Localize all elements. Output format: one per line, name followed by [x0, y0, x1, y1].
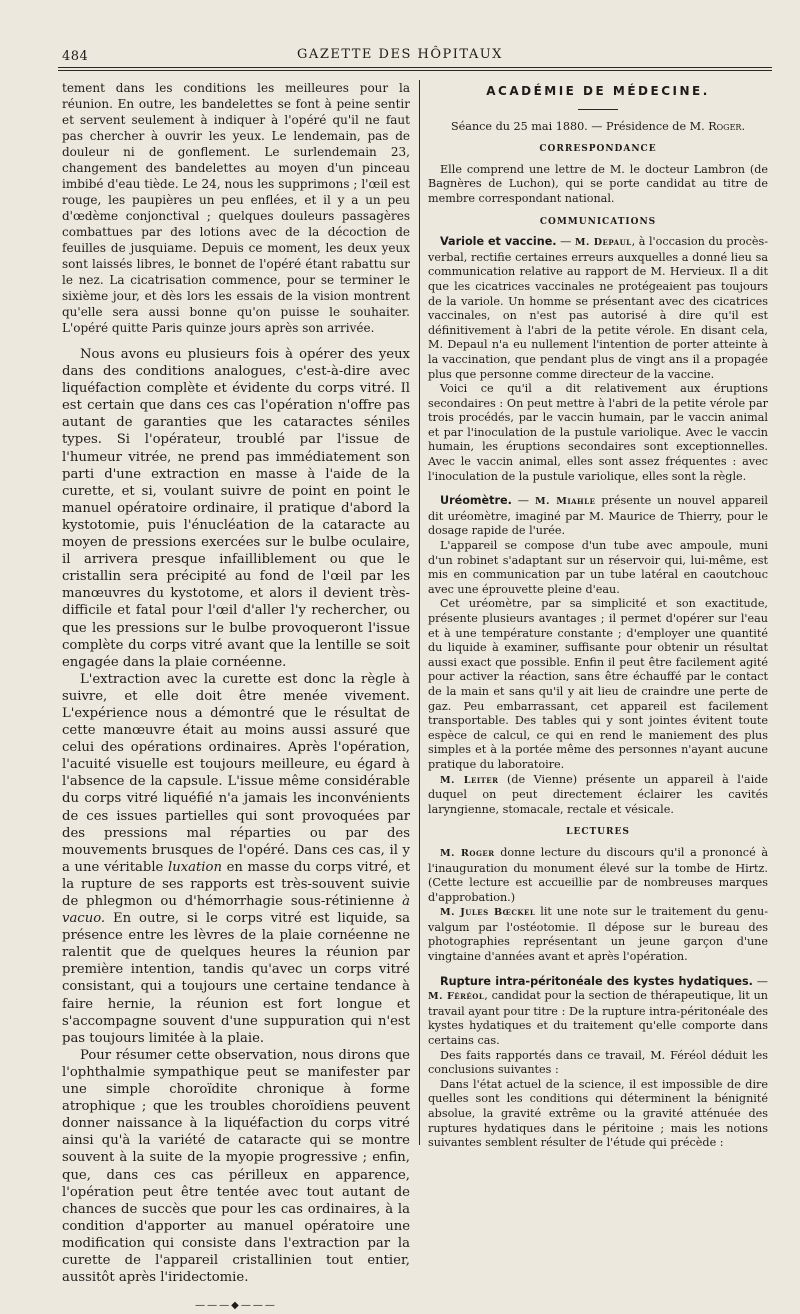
fereol-name: M. Féréol: [428, 991, 485, 1003]
running-title: GAZETTE DES HÔPITAUX: [297, 47, 503, 62]
boeckel-name: M. Jules Bœckel: [440, 907, 536, 919]
ureometre-paragraph-3: Cet uréomètre, par sa simplicité et son exactitude, présente plusieurs avantages ; il permet d'opérer sur l'eau et à une température constante ; d'employer une quantité du liquide à examiner, suffisante pour obtenir un résultat aussi exact que possible. Enfin il peut être facilement agité pour activer la réaction, sans être échauffé par le contact de la main et sans qu'il y ait lieu de craindre une perte de gaz. Peu embarrassant, cet appareil est facilement transportable. Des tables qui y sont jointes évitent toute espèce de calcul, ce qui en rend le maniement des plus simples et à la portée même des personnes n'ayant aucune pratique du laboratoire.: [428, 597, 768, 771]
roger-name: M. Roger: [440, 847, 495, 859]
section-title: ACADÉMIE DE MÉDECINE.: [486, 84, 710, 98]
rupture-paragraph: Rupture intra-péritonéale des kystes hydatiques. — M. Féréol, candidat pour la section de thérapeutique, lit un travail ayant pour titre : De la rupture intra-péritonéale des kystes hydatiques et du traitement qu'elle comporte dans certains cas.: [428, 974, 769, 1048]
rupture-title: Rupture intra-péritonéale des kystes hydatiques.: [440, 974, 753, 988]
paragraph-continuation: tement dans les conditions les meilleures pour la réunion. En outre, les bandelettes se font à peine sentir et servent seulement à indiquer à l'opéré qu'il ne faut pas chercher à ouvrir les yeux. Le lendemain, pas de douleur ni de gonflement. Le surlendemain 23, changement des bandelettes au moyen d'un pinceau imbibé d'eau tiède. Le 24, nous les supprimons ; l'œil est rouge, les paupières un peu enflées, et il y a un peu d'œdème conjonctival ; quelques douleurs passagères combattues par des lotions avec de la décoction de feuilles de jusquiame. Depuis ce moment, les deux yeux sont laissés libres, le bonnet de l'opéré étant rabattu sur le nez. La cicatrisation commence, pour se terminer le sixième jour, et dès lors les essais de la vision montrent qu'elle sera aussi bonne qu'on puisse le souhaiter. L'opéré quitte Paris quinze jours après son arrivée.: [62, 81, 410, 335]
seance-line: Séance du 25 mai 1880. — Présidence de M. Roger.: [450, 119, 746, 133]
italic-luxation: luxation: [168, 859, 222, 875]
column-divider: [419, 80, 420, 1145]
variole-paragraph-2: Voici ce qu'il a dit relativement aux éruptions secondaires : On peut mettre à l'abri de la petite vérole par trois procédés, par le vaccin humain, par le vaccin animal et par l'inoculation de la pustule variolique. Avec le vaccin humain, les éruptions secondaires sont exceptionnelles. Avec le vaccin animal, elles sont assez fréquentes : avec l'inoculation de la pustule variolique, elles sont la règle.: [428, 382, 768, 483]
correspondance-heading: CORRESPONDANCE: [539, 144, 657, 155]
correspondance-text: Elle comprend une lettre de M. le docteur Lambron (de Bagnères de Luchon), qui se porte candidat au titre de membre correspondant national.: [428, 162, 768, 205]
communications-heading: COMMUNICATIONS: [539, 216, 657, 227]
paragraph-summary: Pour résumer cette observation, nous dirons que l'ophthalmie sympathique peut se manifester par une simple choroïdite chronique à forme atrophique ; que les troubles choroïdiens peuvent donner naissance à la liquéfaction du corps vitré ainsi qu'à la variété de cataracte qui se montre souvent à la suite de la myopie progressive ; enfin, que, dans ces cas périlleux en apparence, l'opération peut être tentée avec tout autant de chances de succès que pour les cas ordinaires, à la condition d'apporter au manuel opératoire une modification qui consiste dans l'extraction par la curette de l'appareil cristallinien tout entier, aussitôt après l'iridectomie.: [62, 1047, 410, 1286]
miahle-name: M. Miahle: [534, 496, 596, 508]
right-column: [428, 80, 768, 1151]
page-number: 484: [62, 49, 89, 64]
variole-paragraph: Variole et vaccine. — M. Depaul, à l'occasion du procès-verbal, rectifie certaines erreurs auxquelles a donné lieu sa communication relative au rapport de M. Hervieux. Il a dit que les cicatrices vaccinales ne protégeaient pas toujours de la variole. Un homme se présentant avec des cicatrices vaccinales, on n'est pas autorisé à dire qu'il est définitivement à l'abri de la petite vérole. En disant cela, M. Depaul n'a eu nullement l'intention de porter atteinte à la vaccination, que pendant plus de vingt ans il a propagée plus que personne comme directeur de la vaccine.: [428, 235, 768, 381]
header-rule: [58, 67, 772, 71]
lectures-heading: LECTURES: [566, 827, 630, 838]
ureometre-paragraph: Uréomètre. — M. Miahle présente un nouvel appareil dit uréomètre, imaginé par M. Maurice de Thierry, pour le dosage rapide de l'urée.: [428, 494, 768, 538]
depaul-name: M. Depaul: [574, 237, 632, 249]
paragraph-analogous-cases: Nous avons eu plusieurs fois à opérer des yeux dans des conditions analogues, c'est-à-dire avec liquéfaction complète et évidente du corps vitré. Il est certain que dans ces cas l'opération n'offre pas autant de garanties que les cataractes séniles types. Si l'opérateur, troublé par l'issue de l'humeur vitrée, ne prend pas immédiatement son parti d'une extraction en masse à l'aide de la curette, et si, voulant suivre de point en point le manuel opératoire ordinaire, il pratique d'abord la kystotomie, puis l'énucléation de la cataracte au moyen de pressions exercées sur le bulbe oculaire, il arrivera presque infailliblement ou que le cristallin sera précipité au fond de l'œil par les manœuvres du kystotome, et alors il devient très-difficile et fatal pour l'œil d'aller l'y rechercher, ou que les pressions sur le bulbe provoqueront l'issue complète du corps vitré avant que la lentille se soit engagée dans la plaie cornéenne.: [62, 347, 410, 670]
roger-paragraph: M. Roger donne lecture du discours qu'il a prononcé à l'inauguration du monument élevé sur la tombe de Hirtz. (Cette lecture est accueillie par de nombreuses marques d'approbation.): [428, 845, 768, 904]
leiter-paragraph: M. Leiter (de Vienne) présente un appareil à l'aide duquel on peut directement éclairer les cavités laryngienne, stomacale, rectale et vésicale.: [428, 772, 768, 816]
ureometre-title: Uréomètre.: [440, 494, 512, 508]
boeckel-paragraph: M. Jules Bœckel lit une note sur le traitement du genu-valgum par l'ostéotomie. Il dépose sur le bureau des photographies représentant un jeune garçon d'une vingtaine d'années avant et après l'opération.: [428, 905, 768, 964]
title-rule: [578, 109, 618, 110]
variole-title: Variole et vaccine.: [440, 235, 557, 249]
italic-vacuo: à vacuo.: [62, 894, 410, 927]
ureometre-paragraph-2: L'appareil se compose d'un tube avec ampoule, muni d'un robinet s'adaptant sur un réservoir qui, lui-même, est mis en communication par un tube latéral en caoutchouc avec une éprouvette pleine d'eau.: [428, 539, 768, 596]
rupture-paragraph-3: Dans l'état actuel de la science, il est impossible de dire quelles sont les conditions qui déterminent la bénignité absolue, la gravité extrême ou la gravité atténuée des ruptures hydatiques dans le péritoine ; mais les notions suivantes semblent résulter de l'étude qui précède :: [428, 1077, 768, 1150]
paragraph-curette-extraction: L'extraction avec la curette est donc la règle à suivre, et elle doit être menée vivement. L'expérience nous a démontré que le résultat de cette manœuvre était au moins aussi assuré que celui des opérations ordinaires. Après l'opération, l'acuité visuelle est toujours meilleure, eu égard à l'absence de la capsule. L'issue même considérable du corps vitré liquéfié n'a jamais les inconvénients de ces issues partielles qui sont provoquées par des pressions mal réparties ou par des mouvements brusques de l'opéré. Dans ces cas, il y a une véritable luxation en masse du corps vitré, et la rupture de ses rapports est très-souvent suivie de phlegmon ou d'hémorrhagie sous-rétinienne à vacuo. En outre, si le corps vitré est liquide, sa présence entre les lèvres de la plaie cornéenne ne ralentit que de quelques heures la réunion par première intention, tandis qu'avec un corps vitré consistant, qui a toujours une certaine tendance à faire hernie, la réunion est fort longue et s'accompagne souvent d'une suppuration qui n'est pas toujours limitée à la plaie.: [62, 671, 410, 1046]
end-ornament: ———◆———: [195, 1300, 277, 1312]
left-column: [62, 80, 410, 1314]
rupture-paragraph-2: Des faits rapportés dans ce travail, M. Féréol déduit les conclusions suivantes :: [428, 1048, 768, 1077]
leiter-name: M. Leiter: [440, 774, 499, 786]
